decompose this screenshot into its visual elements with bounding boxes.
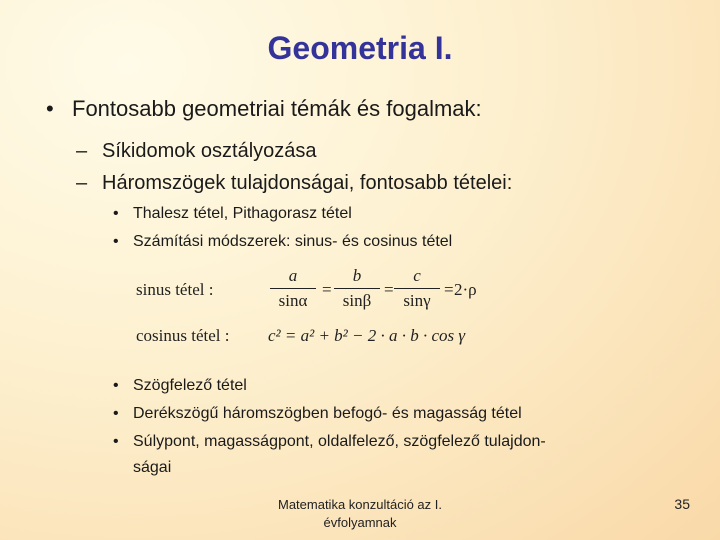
item-text: Szögfelező tétel (133, 377, 247, 394)
formula-expression: c² = a² + b² − 2 · a · b · cos γ (268, 326, 466, 345)
footer-course (240, 496, 480, 532)
bullet-dot: • (113, 377, 119, 394)
item-text: Derékszögű háromszögben befogó- és magasság tétel (133, 405, 522, 422)
item-methods (113, 233, 452, 251)
page-number: 35 (674, 496, 690, 512)
item-centroid (113, 433, 546, 451)
equals-sign: = (322, 280, 332, 299)
subbullet-triangles (76, 172, 512, 195)
bullet-dot: • (113, 405, 119, 422)
item-right-triangle (113, 405, 522, 423)
cosine-rule-formula (136, 326, 536, 352)
formula-rhs: 2·ρ (454, 280, 477, 299)
fraction-b (332, 266, 382, 311)
dash-marker: – (76, 172, 88, 194)
numerator: a (288, 266, 298, 285)
item-text: Thalesz tétel, Pithagorasz tétel (133, 205, 352, 222)
fraction-bar (394, 288, 440, 289)
denominator: sinβ (342, 291, 372, 310)
item-angle-bisector (113, 377, 247, 395)
fraction-a (268, 266, 318, 311)
bullet-dot: • (46, 96, 54, 121)
slide-title: Geometria I. (267, 30, 453, 66)
sine-rule-formula (136, 264, 496, 314)
numerator: c (413, 266, 421, 285)
bullet-dot: • (113, 433, 119, 450)
item-thalesz (113, 205, 352, 223)
bullet-main-topics (46, 96, 482, 122)
numerator: b (352, 266, 362, 285)
subbullet-text: Háromszögek tulajdonságai, fontosabb tételei: (102, 172, 513, 194)
footer-line2: évfolyamnak (323, 515, 397, 530)
bullet-dot: • (113, 233, 119, 250)
formula-label: cosinus tétel : (136, 326, 230, 345)
item-text: Súlypont, magasságpont, oldalfelező, szögfelező tulajdon- (133, 433, 546, 450)
subbullet-text: Síkidomok osztályozása (102, 140, 317, 162)
fraction-bar (334, 288, 380, 289)
bullet-dot: • (113, 205, 119, 222)
subbullet-classification (76, 140, 317, 163)
dash-marker: – (76, 140, 88, 162)
formula-label: sinus tétel : (136, 280, 214, 299)
fraction-bar (270, 288, 316, 289)
bullet-text: Fontosabb geometriai témák és fogalmak: (72, 96, 482, 121)
footer-line1: Matematika konzultáció az I. (277, 497, 443, 512)
fraction-c (392, 266, 442, 311)
equals-sign: = (384, 280, 394, 299)
equals-sign: = (444, 280, 454, 299)
item-text: Számítási módszerek: sinus- és cosinus tétel (133, 233, 453, 250)
denominator: sinα (278, 291, 308, 310)
item-centroid-continuation: ságai (133, 459, 172, 476)
denominator: sinγ (403, 291, 431, 310)
